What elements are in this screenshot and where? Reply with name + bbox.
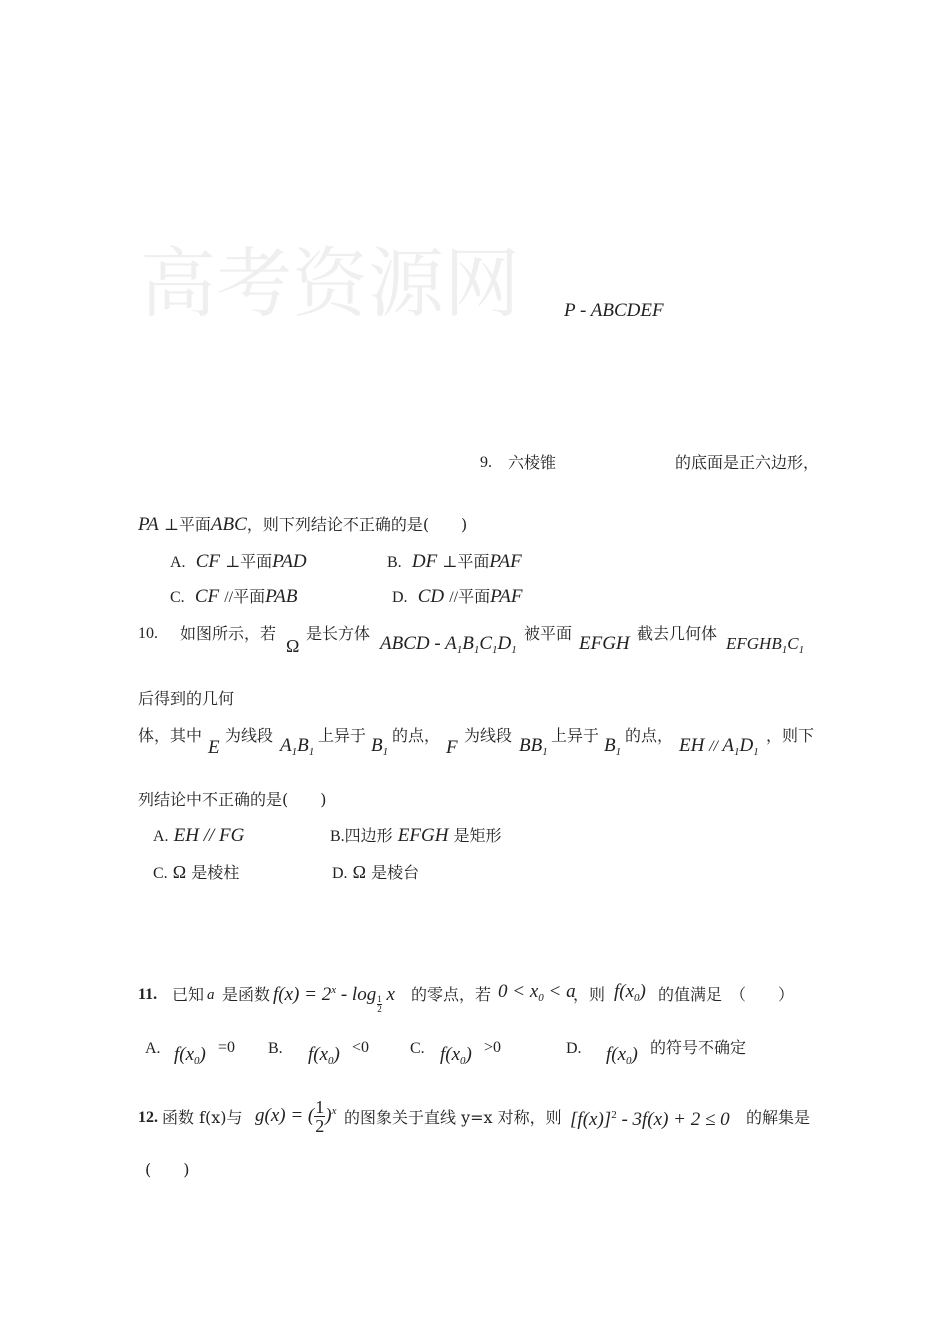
q11-option-b[interactable]: B. <box>268 1040 283 1057</box>
q11-option-a-val: =0 <box>218 1039 236 1056</box>
q10-omega: Ω <box>286 636 300 656</box>
q12-t2: 的图象关于直线 y=x 对称，则 <box>344 1108 562 1127</box>
q9-pa: PA <box>138 514 159 535</box>
q12-number: 12. <box>138 1109 158 1126</box>
q10-line3-a: 体，其中 <box>138 726 203 745</box>
q10-number: 10. <box>138 625 158 642</box>
q9-option-b[interactable]: B. DF ⊥平面PAF <box>387 551 522 572</box>
q11-option-d[interactable]: D. <box>566 1040 582 1057</box>
q10-t2: 是长方体 <box>306 624 371 643</box>
q10-t3: 被平面 <box>524 624 573 643</box>
q11-option-d-fx[interactable]: $f(x_0)$ <box>606 1044 638 1067</box>
q10-pt-b1: $B_1$ <box>371 735 389 758</box>
q11-option-b-fx[interactable]: $f(x_0)$ <box>308 1044 340 1067</box>
q10-t1: 如图所示，若 <box>180 624 277 643</box>
q11-option-a[interactable]: A. <box>145 1040 161 1057</box>
q9-line2-rest: ，则下列结论不正确的是( ) <box>246 515 468 534</box>
q10-option-c[interactable]: C. Ω 是棱柱 <box>153 862 240 882</box>
q11-option-d-val: 的符号不确定 <box>650 1038 747 1057</box>
q10-pt-b1-2: $B_1$ <box>604 735 622 758</box>
q11-option-c-val: >0 <box>484 1039 502 1056</box>
q10-line3-c: 上异于 <box>318 726 367 745</box>
q10-line4: 列结论中不正确的是( ) <box>138 790 327 809</box>
q11-option-c[interactable]: C. <box>410 1040 425 1057</box>
q12-answer-paren: ( ) <box>145 1160 190 1179</box>
q12-t3: 的解集是 <box>746 1108 811 1127</box>
q10-line3-g: 的点， <box>625 726 674 745</box>
q10-option-d[interactable]: D. Ω 是棱台 <box>332 862 420 882</box>
q10-plane: EFGH <box>579 633 630 654</box>
q11-t3: 的零点，若 <box>411 985 492 1004</box>
q10-seg-bb1: $BB_1$ <box>519 735 548 758</box>
q11-t1: 已知 <box>172 985 205 1004</box>
q9-option-a[interactable]: A. CF ⊥平面PAD <box>170 551 307 572</box>
q12-t1: 函数 f(x)与 <box>162 1108 243 1127</box>
q10-line3-f: 上异于 <box>551 726 600 745</box>
q11-function: $f(x) = 2^x - \log$ $\frac{1}{2}$ x <box>273 984 395 1014</box>
q10-seg-a1b1: $A_1B_1$ <box>280 735 315 758</box>
q11-a: a <box>207 987 215 1003</box>
q10-box: ABCD - $A_1B_1C_1D_1$ <box>380 633 517 656</box>
q9-number: 9. <box>480 454 492 471</box>
q10-line2: 后得到的几何 <box>138 689 235 708</box>
q9-option-c[interactable]: C. CF //平面PAB <box>170 586 298 607</box>
q9-stem-b: 的底面是正六边形， <box>675 453 820 472</box>
q11-inequality: $0 < x_0 < a$ <box>498 981 576 1004</box>
watermark-logo <box>140 160 520 350</box>
q11-t2: 是函数 <box>222 985 271 1004</box>
q10-E: E <box>208 737 220 758</box>
q11-fx0: $f(x_0)$ <box>614 981 646 1004</box>
q10-line3-d: 的点， <box>392 726 441 745</box>
q11-option-c-fx[interactable]: $f(x_0)$ <box>440 1044 472 1067</box>
q9-abc: ABC <box>210 514 247 535</box>
q11-t5: 的值满足 （ ） <box>658 985 795 1004</box>
q9-option-d[interactable]: D. CD //平面PAF <box>392 586 523 607</box>
q10-option-a[interactable]: A. EH // FG <box>153 825 245 846</box>
q10-line3-h: ，则下 <box>766 726 815 745</box>
watermark-text: 高考资源网 <box>140 239 520 328</box>
q12-inequality: $[f(x)]^2 - 3f(x) + 2 \le 0$ <box>570 1109 730 1130</box>
q9-perp: ⊥ <box>163 515 179 534</box>
q11-option-a-fx[interactable]: $f(x_0)$ <box>174 1044 206 1067</box>
q9-plane: 平面 <box>178 515 211 534</box>
q9-stem-a: 六棱锥 <box>508 453 557 472</box>
q9-line2 <box>138 515 467 535</box>
q11-number: 11. <box>138 986 158 1003</box>
q10-option-b[interactable]: B.四边形 EFGH 是矩形 <box>330 825 502 846</box>
q10-t4: 截去几何体 <box>637 624 718 643</box>
q10-F: F <box>446 737 458 758</box>
q12-g-function: g(x) = ( $\frac{1}{2}$ )$^x$ <box>255 1097 337 1136</box>
q10-eh-parallel: EH // $A_1D_1$ <box>679 735 759 758</box>
q10-line3-e: 为线段 <box>464 726 513 745</box>
q11-option-b-val: <0 <box>352 1039 370 1056</box>
q9-pyramid-label: P - ABCDEF <box>564 300 664 321</box>
q10-line3-b: 为线段 <box>225 726 274 745</box>
q10-solid: $EFGHB_1C_1$ <box>726 634 805 656</box>
q11-t4: ，则 <box>573 985 606 1004</box>
